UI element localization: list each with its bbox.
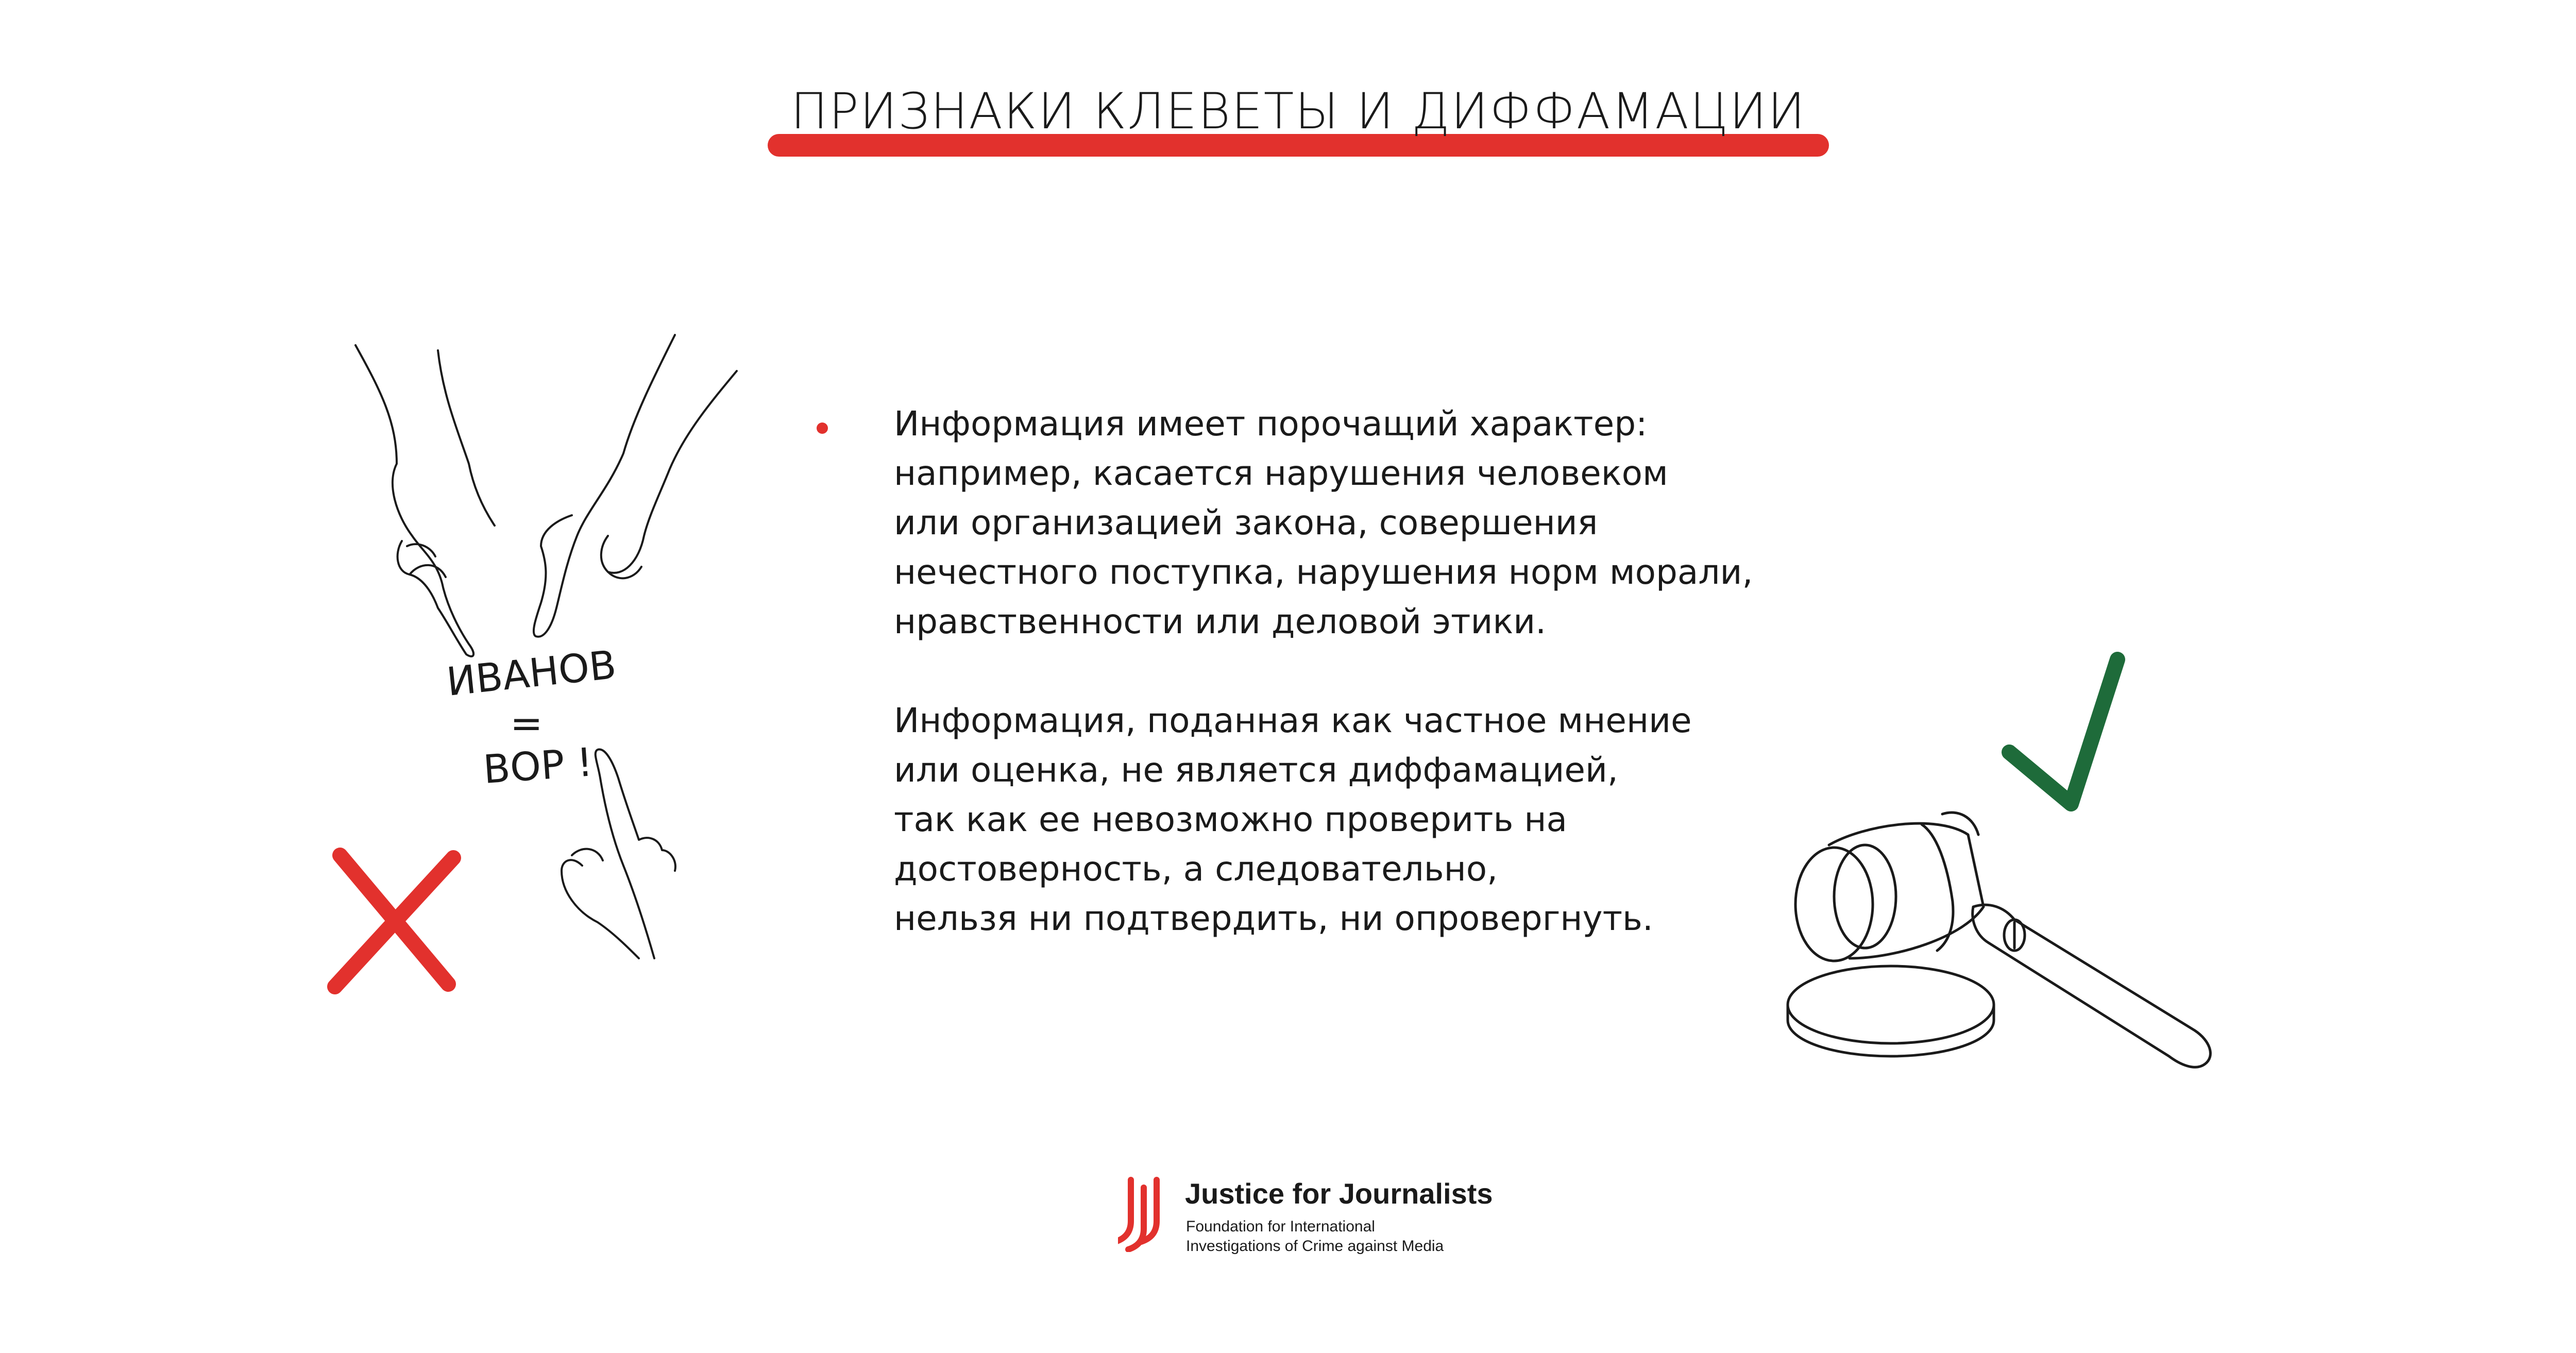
gavel-icon (1772, 804, 2246, 1092)
text-line: нечестного поступка, нарушения норм морали, (894, 552, 1753, 592)
paragraph-opinion (894, 696, 1873, 943)
logo-subtitle-line: Investigations of Crime against Media (1186, 1238, 1444, 1255)
body-text (894, 399, 1873, 943)
handwritten-equals: = (510, 700, 543, 746)
text-line: например, касается нарушения человеком (894, 453, 1668, 493)
text-line: Информация имеет порочащий характер: (894, 404, 1648, 444)
text-line: или организацией закона, совершения (894, 503, 1598, 543)
handwritten-name: ИВАНОВ (444, 641, 619, 705)
text-line: нельзя ни подтвердить, ни опровергнуть. (894, 899, 1653, 938)
bullet-dot (817, 422, 828, 434)
title-block (768, 82, 1829, 170)
logo-subtitle-line: Foundation for International (1186, 1218, 1375, 1235)
logo-subtitle (1186, 1217, 1444, 1256)
text-line: так как ее невозможно проверить на (894, 800, 1567, 839)
paragraph-defamation-signs (894, 399, 1873, 647)
checkmark-icon (1989, 639, 2143, 824)
handwritten-thief: ВОР ! (482, 739, 595, 792)
hand-upper-left (355, 345, 473, 656)
text-line: или оценка, не является диффамацией, (894, 750, 1618, 790)
hand-lower (596, 749, 675, 958)
text-line: достоверность, а следовательно, (894, 849, 1498, 889)
logo (1118, 1175, 1530, 1278)
logo-title: Justice for Journalists (1185, 1177, 1493, 1210)
jfj-logo-icon (1118, 1175, 1164, 1252)
cross-icon (319, 835, 474, 1005)
page-title: ПРИЗНАКИ КЛЕВЕТЫ И ДИФФАМАЦИИ (790, 82, 1806, 140)
hand-upper-right (534, 335, 675, 637)
text-line: нравственности или деловой этики. (894, 602, 1547, 641)
text-line: Информация, поданная как частное мнение (894, 701, 1692, 740)
